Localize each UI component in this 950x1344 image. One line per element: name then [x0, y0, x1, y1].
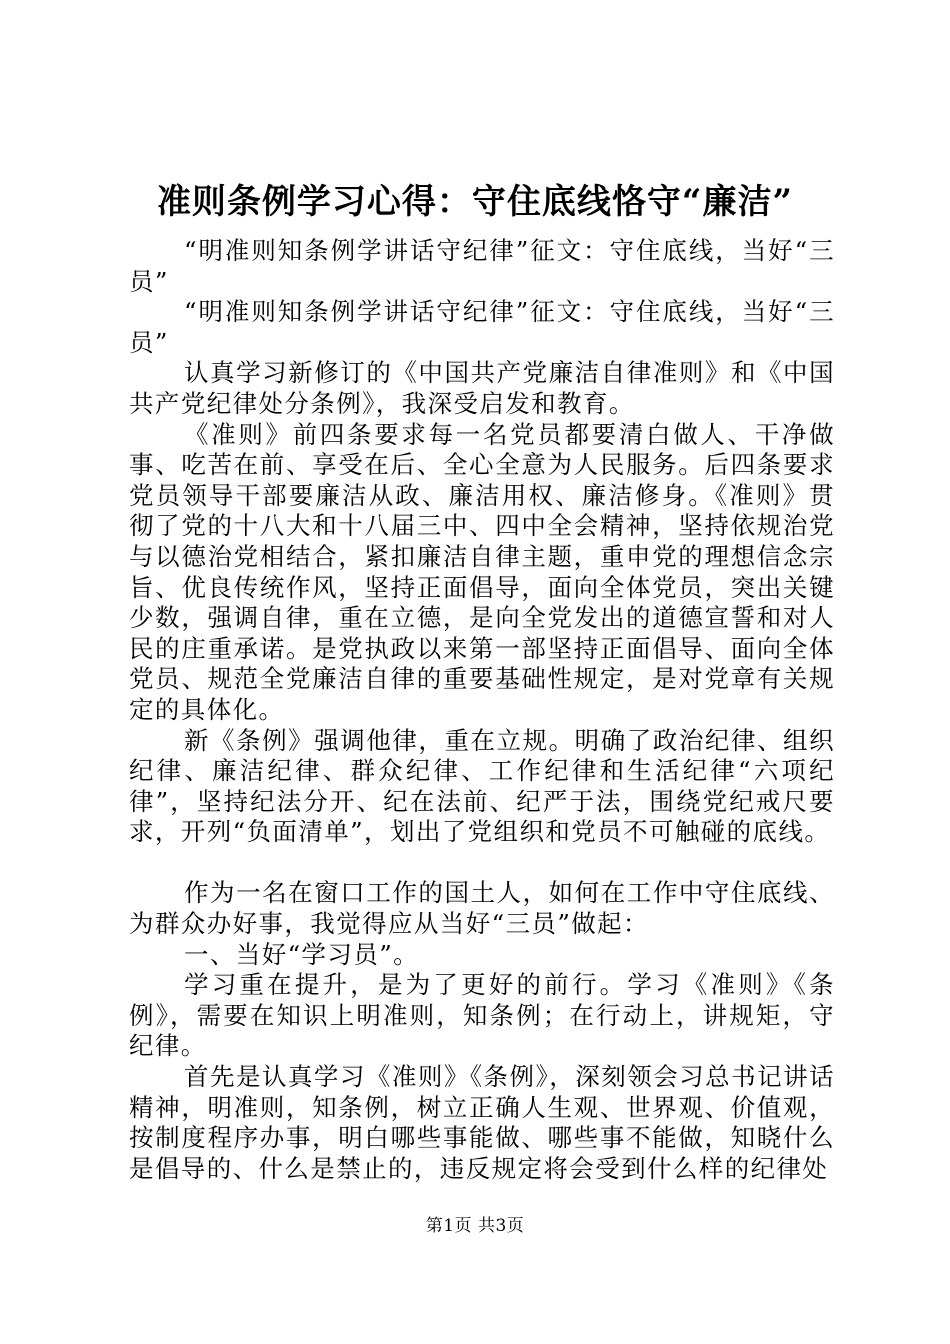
body-paragraph: 《准则》前四条要求每一名党员都要清白做人、干净做事、吃苦在前、享受在后、全心全意为人民服务。后四条要求党员领导干部要廉洁从政、廉洁用权、廉洁修身。《准则》贯彻了党的十八大和十八届三中、四中全会精神，坚持依规治党与以德治党相结合，紧扣廉洁自律主题，重申党的理想信念宗旨、优良传统作风，坚持正面倡导，面向全体党员，突出关键少数，强调自律，重在立德，是向全党发出的道德宣誓和对人民的庄重承诺。是党执政以来第一部坚持正面倡导、面向全体党员、规范全党廉洁自律的重要基础性规定，是对党章有关规定的具体化。	[129, 419, 835, 724]
section-heading: 一、当好“学习员”。	[184, 939, 420, 969]
subtitle-line: “明准则知条例学讲话守纪律”征文：守住底线，当好“三员”	[129, 236, 835, 296]
body-paragraph: 学习重在提升，是为了更好的前行。学习《准则》《条例》，需要在知识上明准则，知条例；在行动上，讲规矩，守纪律。	[129, 970, 835, 1061]
body-paragraph: 首先是认真学习《准则》《条例》，深刻领会习总书记讲话精神，明准则，知条例，树立正确人生观、世界观、价值观，按制度程序办事，明白哪些事能做、哪些事不能做，知晓什么是倡导的、什么是禁止的，违反规定将会受到什么样的纪律处	[129, 1062, 835, 1183]
body-paragraph: 认真学习新修订的《中国共产党廉洁自律准则》和《中国共产党纪律处分条例》，我深受启发和教育。	[129, 358, 835, 418]
subtitle-line: “明准则知条例学讲话守纪律”征文：守住底线，当好“三员”	[129, 297, 835, 357]
document-title: 准则条例学习心得：守住底线恪守“廉洁”	[156, 182, 794, 222]
document-body	[129, 236, 835, 1184]
body-paragraph: 新《条例》强调他律，重在立规。明确了政治纪律、组织纪律、廉洁纪律、群众纪律、工作纪律和生活纪律“六项纪律”，坚持纪法分开、纪在法前、纪严于法，围绕党纪戒尺要求，开列“负面清单”，划出了党组织和党员不可触碰的底线。	[129, 725, 835, 847]
body-paragraph: 作为一名在窗口工作的国土人，如何在工作中守住底线、为群众办好事，我觉得应从当好“三员”做起：	[129, 878, 835, 939]
paragraph-spacer	[129, 848, 835, 879]
page-footer: 第1页 共3页	[425, 1216, 525, 1236]
